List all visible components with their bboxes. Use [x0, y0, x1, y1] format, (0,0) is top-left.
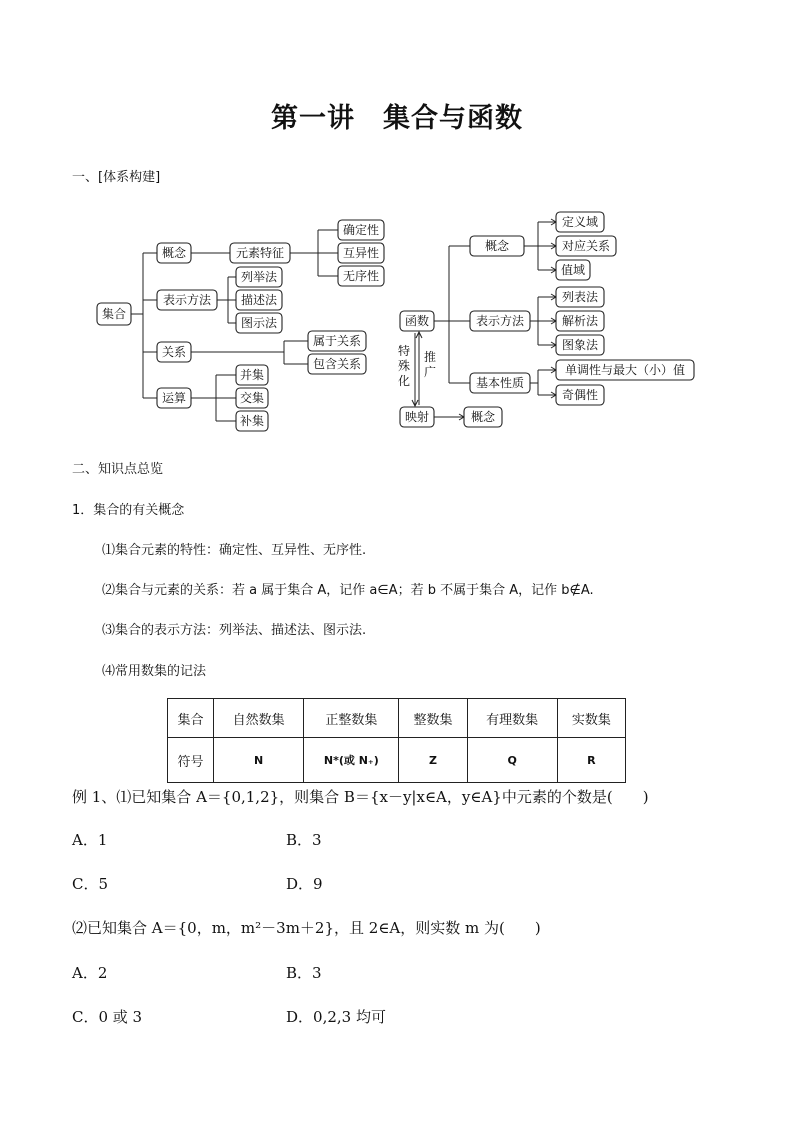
option-c: C．0 或 3 — [72, 1008, 143, 1026]
option-b: B．3 — [286, 831, 322, 849]
node-parity: 奇偶性 — [561, 388, 599, 402]
number-sets-table — [167, 698, 626, 783]
option-d: D．9 — [286, 875, 323, 893]
table-cell: 实数集 — [557, 699, 625, 738]
table-cell: 集合 — [168, 699, 214, 738]
table-cell: 有理数集 — [467, 699, 557, 738]
node-complement: 补集 — [239, 414, 265, 428]
table-cell: 整数集 — [399, 699, 467, 738]
label-specialize-3: 化 — [397, 374, 411, 388]
node-function-root: 函数 — [404, 314, 430, 328]
option-c: C．5 — [72, 875, 109, 893]
table-cell: 自然数集 — [214, 699, 304, 738]
node-function-properties: 基本性质 — [475, 376, 525, 390]
label-generalize-2: 广 — [423, 365, 437, 379]
node-monotonicity: 单调性与最大（小）值 — [564, 363, 686, 377]
node-diagram-method: 图示法 — [240, 316, 278, 330]
table-cell: N — [214, 738, 304, 783]
node-set-root-label: 集合 — [101, 307, 127, 321]
option-d: D．0,2,3 均可 — [286, 1008, 386, 1026]
node-unorderedness: 无序性 — [342, 269, 380, 283]
table-cell: Q — [467, 738, 557, 783]
node-distinctness: 互异性 — [342, 246, 380, 260]
table-cell: Z — [399, 738, 467, 783]
concept-map — [0, 0, 794, 440]
node-correspondence: 对应关系 — [561, 239, 611, 253]
node-roster-method: 列举法 — [240, 270, 278, 284]
node-inclusion: 包含关系 — [312, 357, 362, 371]
node-set-relations: 关系 — [161, 345, 187, 359]
node-intersection: 交集 — [239, 391, 265, 405]
node-set-operations: 运算 — [161, 391, 187, 405]
option-b: B．3 — [286, 964, 322, 982]
example-1-question-2: ⑵已知集合 A＝{0，m，m²－3m＋2}，且 2∈A，则实数 m 为( ) — [72, 919, 541, 937]
knowledge-item-4: ⑷常用数集的记法 — [102, 664, 207, 679]
knowledge-item-1: ⑴集合元素的特性：确定性、互异性、无序性. — [102, 543, 367, 558]
example-1-question-1: 例 1、⑴已知集合 A＝{0,1,2}，则集合 B＝{x－y|x∈A，y∈A}中元素的个数是( ) — [72, 788, 649, 806]
node-mapping: 映射 — [404, 410, 430, 424]
node-analytic-method: 解析法 — [561, 314, 599, 328]
section-heading-overview: 二、知识点总览 — [72, 462, 164, 477]
node-description-method: 描述法 — [240, 293, 278, 307]
table-symbol-row — [168, 738, 626, 783]
table-cell: N*(或 N₊) — [304, 738, 399, 783]
subsection-set-concepts: 1．集合的有关概念 — [72, 503, 185, 518]
knowledge-item-3: ⑶集合的表示方法：列举法、描述法、图示法. — [102, 623, 367, 638]
node-range: 值域 — [560, 263, 586, 277]
option-a: A．2 — [72, 964, 108, 982]
node-determinacy: 确定性 — [342, 223, 380, 237]
table-cell: 符号 — [168, 738, 214, 783]
node-element-features: 元素特征 — [235, 246, 285, 260]
table-cell: R — [557, 738, 625, 783]
knowledge-item-2: ⑵集合与元素的关系：若 a 属于集合 A，记作 a∈A；若 b 不属于集合 A，记作 b∉A. — [102, 583, 594, 598]
set-concept-map — [97, 220, 384, 431]
option-a: A．1 — [72, 831, 108, 849]
label-generalize-1: 推 — [423, 350, 437, 364]
node-domain: 定义域 — [561, 215, 599, 229]
table-cell: 正整数集 — [304, 699, 399, 738]
node-function-concept: 概念 — [484, 239, 510, 253]
section-heading-structure: 一、[体系构建] — [72, 170, 161, 185]
node-table-method: 列表法 — [561, 290, 599, 304]
node-set-concept: 概念 — [161, 246, 187, 260]
table-header-row — [168, 699, 626, 738]
node-mapping-concept: 概念 — [470, 410, 496, 424]
label-specialize-1: 特 — [397, 344, 411, 358]
node-set-methods: 表示方法 — [162, 293, 212, 307]
page-title: 第一讲 集合与函数 — [271, 103, 523, 134]
function-concept-map — [398, 212, 694, 427]
node-graph-method: 图象法 — [561, 338, 599, 352]
label-specialize-2: 殊 — [397, 359, 411, 373]
node-function-methods: 表示方法 — [475, 314, 525, 328]
node-union: 并集 — [239, 368, 265, 382]
node-membership: 属于关系 — [312, 334, 362, 348]
